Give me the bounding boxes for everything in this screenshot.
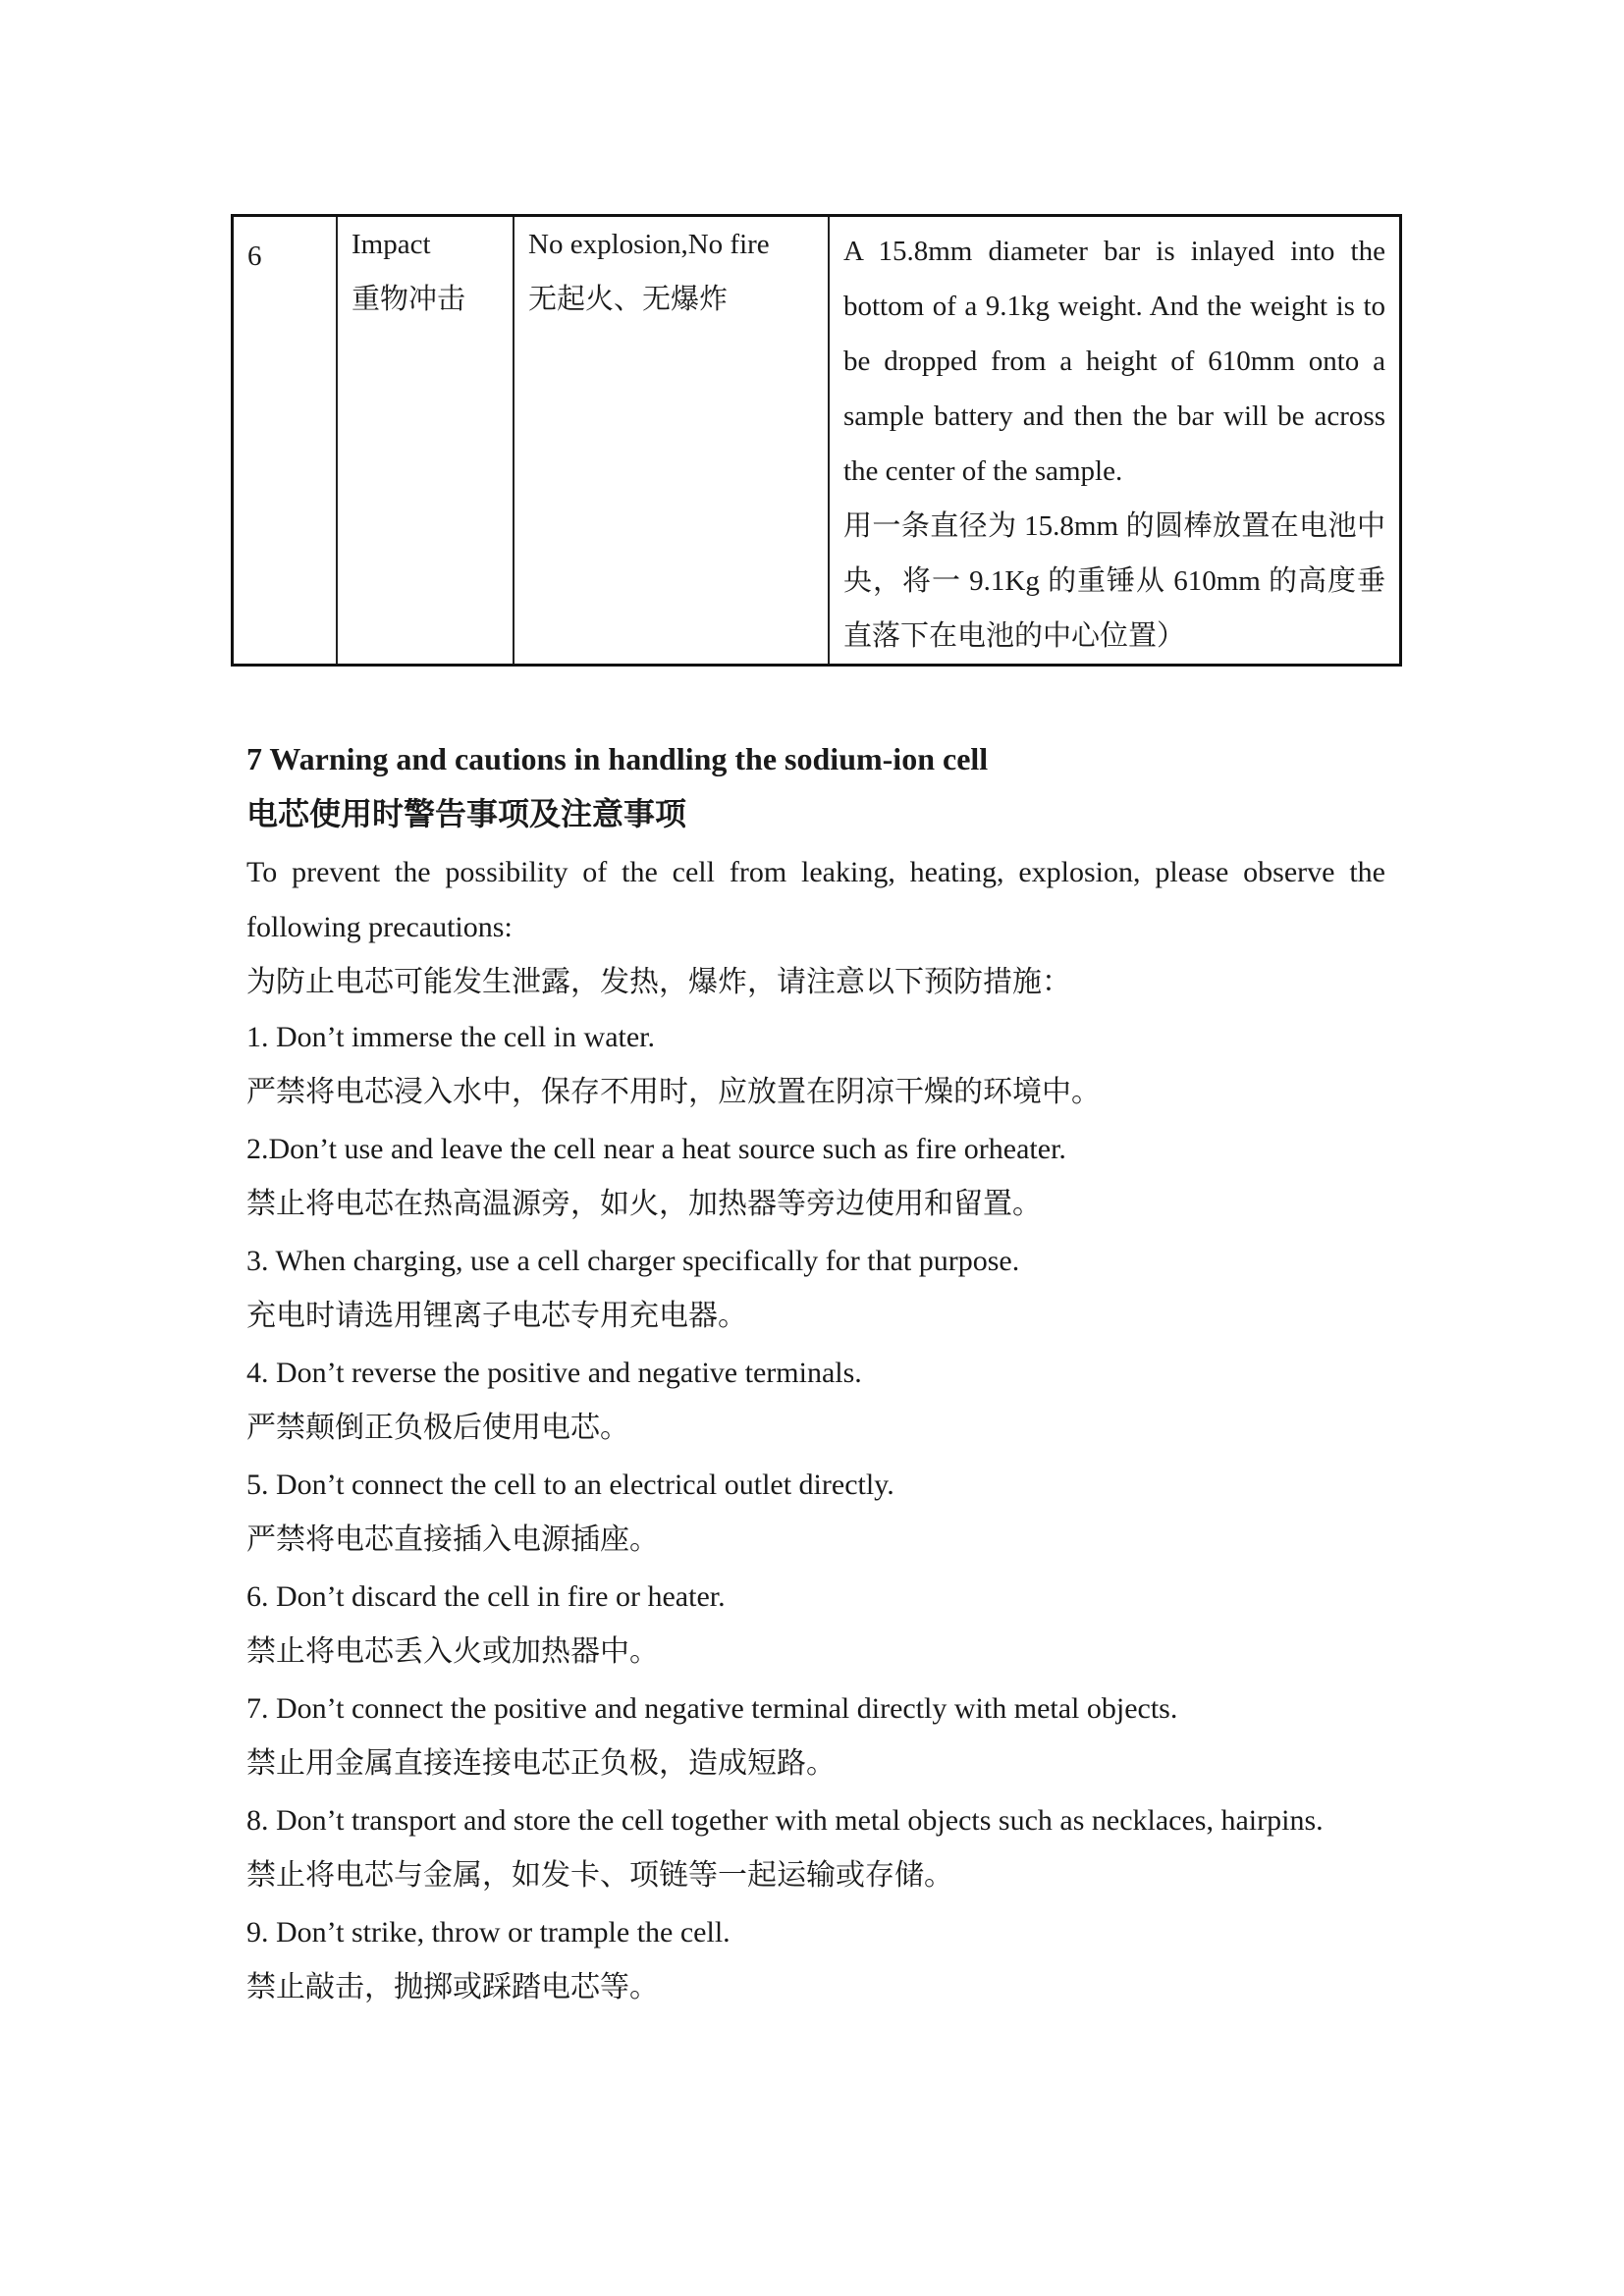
intro-zh: 为防止电芯可能发生泄露，发热，爆炸，请注意以下预防措施： (246, 966, 1071, 998)
list-item (246, 1346, 1385, 1456)
precaution-en: 9. Don’t strike, throw or trample the cell. (246, 1916, 731, 1949)
list-item (246, 1234, 1385, 1344)
precaution-zh: 充电时请选用锂离子电芯专用充电器。 (246, 1300, 747, 1332)
test-item-cell (337, 216, 514, 666)
list-item (246, 1793, 1385, 1903)
precaution-zh: 禁止将电芯在热高温源旁，如火，加热器等旁边使用和留置。 (246, 1188, 1042, 1220)
precaution-en: 2.Don’t use and leave the cell near a heat source such as fire orheater. (246, 1133, 1066, 1165)
list-item (246, 1458, 1385, 1568)
test-item-zh: 重物冲击 (352, 284, 466, 315)
section-heading-en: 7 Warning and cautions in handling the sodium-ion cell (246, 741, 989, 776)
test-method-cell (829, 216, 1401, 666)
precaution-en: 1. Don’t immerse the cell in water. (246, 1021, 656, 1053)
table-row (233, 216, 1401, 666)
precaution-en: 6. Don’t discard the cell in fire or heater. (246, 1580, 726, 1613)
precaution-zh: 严禁将电芯浸入水中，保存不用时，应放置在阴凉干燥的环境中。 (246, 1076, 1101, 1108)
precaution-en: 7. Don’t connect the positive and negative terminal directly with metal objects. (246, 1692, 1178, 1725)
precaution-en: 8. Don’t transport and store the cell together with metal objects such as necklaces, hairpins. (246, 1804, 1324, 1837)
list-item (246, 1682, 1385, 1791)
intro-en: To prevent the possibility of the cell from leaking, heating, explosion, please observe the following precautions: (246, 856, 1385, 943)
precaution-en: 5. Don’t connect the cell to an electrical outlet directly. (246, 1468, 894, 1501)
precaution-en: 4. Don’t reverse the positive and negative terminals. (246, 1357, 862, 1389)
precaution-zh: 禁止将电芯丢入火或加热器中。 (246, 1635, 659, 1668)
precaution-zh: 严禁将电芯直接插入电源插座。 (246, 1523, 659, 1556)
precaution-zh: 禁止用金属直接连接电芯正负极，造成短路。 (246, 1747, 836, 1780)
list-item (246, 1905, 1385, 2015)
row-number: 6 (233, 216, 338, 666)
test-method-en: A 15.8mm diameter bar is inlayed into the bottom of a 9.1kg weight. And the weight is to be dropped from a height of 610mm onto a sample battery and then the bar will be across the center of the sample. (843, 236, 1385, 487)
precaution-zh: 禁止敲击，抛掷或踩踏电芯等。 (246, 1971, 659, 2003)
test-method-zh: 用一条直径为 15.8mm 的圆棒放置在电池中央，将一 9.1Kg 的重锤从 610mm 的高度垂直落下在电池的中心位置） (843, 510, 1385, 652)
requirement-en: No explosion,No fire (528, 229, 770, 260)
requirement-cell (514, 216, 829, 666)
test-item-en: Impact (352, 229, 431, 260)
precaution-zh: 严禁颠倒正负极后使用电芯。 (246, 1412, 629, 1444)
list-item (246, 1570, 1385, 1680)
list-item (246, 1122, 1385, 1232)
precaution-zh: 禁止将电芯与金属，如发卡、项链等一起运输或存储。 (246, 1859, 953, 1892)
requirement-zh: 无起火、无爆炸 (528, 284, 729, 315)
list-item (246, 1010, 1385, 1120)
test-table (231, 214, 1402, 667)
precaution-en: 3. When charging, use a cell charger specifically for that purpose. (246, 1245, 1020, 1277)
section-heading-zh: 电芯使用时警告事项及注意事项 (246, 796, 687, 831)
warning-section (246, 731, 1385, 2017)
